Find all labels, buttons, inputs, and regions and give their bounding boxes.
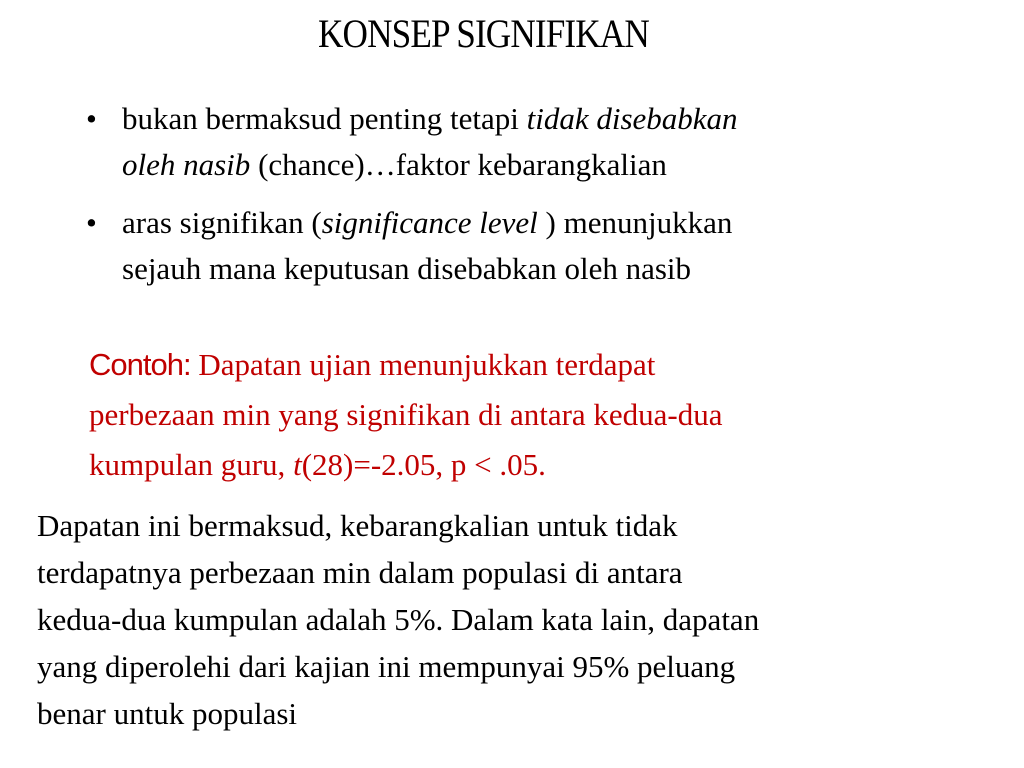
bullet-text-italic: oleh nasib xyxy=(122,147,251,182)
slide-title: KONSEP SIGNIFIKAN xyxy=(318,11,649,56)
bullet-item-significance-level xyxy=(86,200,946,292)
example-line xyxy=(89,340,949,390)
example-line xyxy=(89,440,949,490)
bullet-line xyxy=(122,200,946,246)
bullet-line xyxy=(122,142,946,188)
bullet-marker: • xyxy=(86,101,97,136)
bullet-line xyxy=(122,96,946,142)
bullet-text: aras signifikan ( xyxy=(122,205,322,240)
example-text: Dapatan ujian menunjukkan terdapat xyxy=(190,347,656,382)
conclusion-paragraph xyxy=(37,502,997,737)
bullet-item-meaning xyxy=(86,96,946,188)
example-block xyxy=(89,340,949,490)
example-t-statistic: t xyxy=(293,447,302,482)
conclusion-line: yang diperolehi dari kajian ini mempunyai 95% peluang xyxy=(37,649,736,684)
conclusion-line: Dapatan ini bermaksud, kebarangkalian untuk tidak xyxy=(37,508,678,543)
bullet-text: sejauh mana keputusan disebabkan oleh nasib xyxy=(122,251,692,286)
example-line: perbezaan min yang signifikan di antara kedua-dua xyxy=(89,397,723,432)
bullet-text: (chance)…faktor kebarangkalian xyxy=(250,147,667,182)
bullet-marker: • xyxy=(86,205,97,240)
bullet-line xyxy=(122,246,946,292)
conclusion-line: kedua-dua kumpulan adalah 5%. Dalam kata lain, dapatan xyxy=(37,602,760,637)
conclusion-line: benar untuk populasi xyxy=(37,696,298,731)
bullet-text-italic: significance level xyxy=(321,205,538,240)
example-label: Contoh: xyxy=(89,347,191,382)
bullet-text-italic: tidak disebabkan xyxy=(526,101,738,136)
example-text: (28)=-2.05, p < .05. xyxy=(301,447,546,482)
bullet-text: bukan bermaksud penting tetapi xyxy=(122,101,527,136)
bullet-list xyxy=(86,96,946,304)
example-text: kumpulan guru, xyxy=(89,447,294,482)
bullet-text: ) menunjukkan xyxy=(537,205,733,240)
conclusion-line: terdapatnya perbezaan min dalam populasi di antara xyxy=(37,555,683,590)
